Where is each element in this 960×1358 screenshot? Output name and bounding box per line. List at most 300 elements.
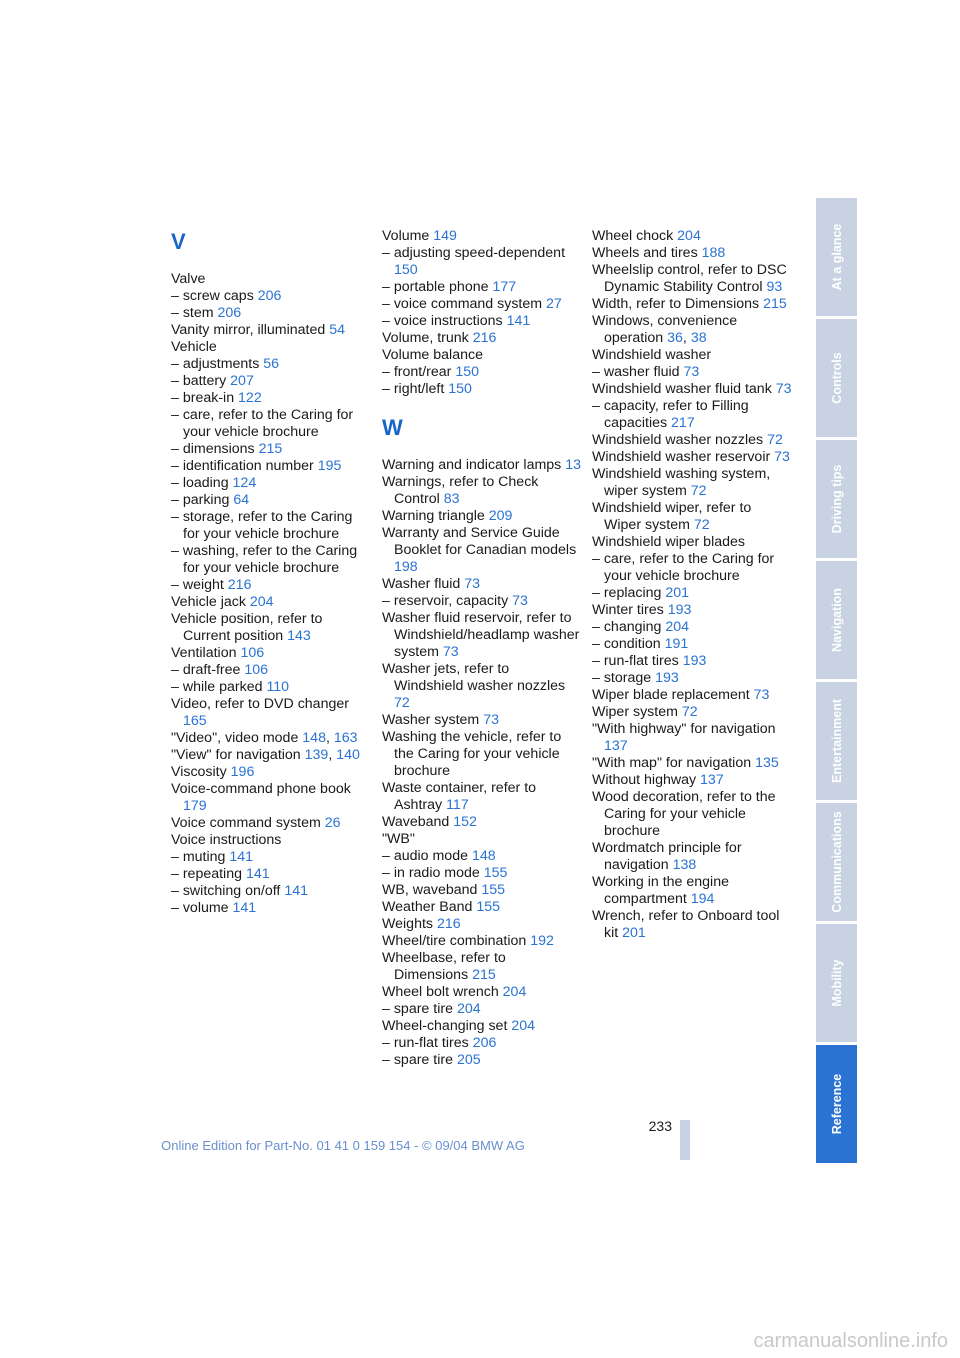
chapter-tab-label: Driving tips bbox=[829, 464, 844, 534]
entry-text: – run-flat tires bbox=[382, 1035, 469, 1051]
entry-text: – voice instructions bbox=[382, 313, 503, 329]
entry-text: Washer fluid bbox=[382, 576, 461, 592]
page-link[interactable]: 73 bbox=[775, 381, 792, 397]
page-link[interactable]: 139 bbox=[304, 747, 329, 763]
index-entry bbox=[382, 576, 582, 593]
index-entry bbox=[592, 619, 792, 636]
entry-text: Volume balance bbox=[382, 347, 483, 363]
page-link[interactable]: 150 bbox=[448, 381, 472, 397]
entry-text: "With highway" for navigation bbox=[592, 721, 776, 737]
index-entry bbox=[382, 1035, 582, 1052]
page-link[interactable]: 195 bbox=[317, 458, 342, 474]
index-entry bbox=[171, 373, 371, 390]
index-entry bbox=[382, 381, 582, 398]
index-entry bbox=[592, 551, 792, 585]
page-link[interactable]: 196 bbox=[230, 764, 255, 780]
page-link[interactable]: 177 bbox=[492, 279, 517, 295]
chapter-tab-label: Controls bbox=[829, 352, 844, 404]
entry-text: Wiper system bbox=[592, 704, 678, 720]
page-link[interactable]: 194 bbox=[690, 891, 715, 907]
page-link[interactable]: 64 bbox=[233, 492, 250, 508]
index-entry bbox=[592, 534, 792, 551]
index-entry bbox=[592, 381, 792, 398]
entry-text: Wood decoration, refer to the Caring for your vehicle brochure bbox=[592, 789, 776, 839]
page-link[interactable]: 137 bbox=[604, 738, 628, 754]
index-entry bbox=[171, 407, 371, 441]
chapter-tab-label: Communications bbox=[829, 811, 844, 913]
index-entry bbox=[171, 441, 371, 458]
index-column-3 bbox=[592, 228, 792, 942]
index-entry bbox=[382, 245, 582, 279]
index-entry bbox=[382, 296, 582, 313]
page-link[interactable]: 155 bbox=[476, 899, 501, 915]
index-column-1 bbox=[171, 228, 371, 917]
index-entry bbox=[592, 500, 792, 534]
index-entry bbox=[171, 458, 371, 475]
index-entry bbox=[592, 789, 792, 840]
index-entry bbox=[171, 781, 371, 815]
entry-text: – audio mode bbox=[382, 848, 468, 864]
entry-text: Wheel/tire combination bbox=[382, 933, 527, 949]
page-link[interactable]: 36 bbox=[667, 330, 683, 346]
entry-text: Valve bbox=[171, 271, 206, 287]
watermark: carmanualsonline.info bbox=[753, 1330, 948, 1352]
page-link[interactable]: 141 bbox=[506, 313, 531, 329]
index-entry bbox=[382, 525, 582, 576]
entry-text: Vehicle jack bbox=[171, 594, 246, 610]
entry-text: Warnings, refer to Check Control bbox=[382, 474, 539, 507]
section-letter: W bbox=[382, 415, 403, 440]
chapter-tab-label: Entertainment bbox=[829, 698, 844, 784]
entry-text: Video, refer to DVD changer bbox=[171, 696, 349, 712]
entry-text: – spare tire bbox=[382, 1001, 453, 1017]
index-entry bbox=[171, 271, 371, 288]
index-entry bbox=[171, 764, 371, 781]
entry-text: – care, refer to the Caring for your vehicle brochure bbox=[171, 407, 354, 440]
page-link[interactable]: 206 bbox=[217, 305, 242, 321]
page-link[interactable]: 204 bbox=[511, 1018, 536, 1034]
index-entry bbox=[382, 474, 582, 508]
entry-text: Weather Band bbox=[382, 899, 473, 915]
entry-text: – capacity, refer to Filling capacities bbox=[592, 398, 749, 431]
page-link[interactable]: 141 bbox=[245, 866, 270, 882]
index-entry bbox=[592, 296, 792, 313]
index-entry bbox=[171, 475, 371, 492]
index-entry bbox=[382, 984, 582, 1001]
entry-text: Windshield wiper blades bbox=[592, 534, 745, 550]
entry-text: – replacing bbox=[592, 585, 662, 601]
entry-text: Warning triangle bbox=[382, 508, 485, 524]
index-entry bbox=[592, 262, 792, 296]
entry-text: Wiper blade replacement bbox=[592, 687, 750, 703]
entry-text: – volume bbox=[171, 900, 229, 916]
page-link[interactable]: 201 bbox=[622, 925, 646, 941]
entry-text: Ventilation bbox=[171, 645, 237, 661]
chapter-tab-entertainment[interactable] bbox=[816, 682, 857, 800]
chapter-tab-mobility[interactable] bbox=[816, 924, 857, 1042]
index-entry: Windows, convenience operation 36, 38 bbox=[592, 313, 738, 346]
index-entry bbox=[382, 865, 582, 882]
entry-text: – battery bbox=[171, 373, 227, 389]
entry-text: Vehicle position, refer to Current position bbox=[171, 611, 323, 644]
entry-text: – screw caps bbox=[171, 288, 254, 304]
entry-text: Wrench, refer to Onboard tool kit bbox=[592, 908, 780, 941]
page-link[interactable]: 204 bbox=[249, 594, 274, 610]
index-entry bbox=[592, 449, 792, 466]
entry-text: "WB" bbox=[382, 831, 415, 847]
index-entry bbox=[382, 508, 582, 525]
index-entry bbox=[592, 636, 792, 653]
page-link[interactable]: 72 bbox=[693, 517, 710, 533]
index-entry bbox=[171, 594, 371, 611]
page-link[interactable]: 204 bbox=[502, 984, 527, 1000]
index-entry bbox=[592, 840, 792, 874]
entry-text: – dimensions bbox=[171, 441, 255, 457]
chapter-tab-label: Navigation bbox=[829, 588, 844, 652]
page-link[interactable]: 83 bbox=[443, 491, 460, 507]
index-entry bbox=[382, 364, 582, 381]
index-entry bbox=[382, 457, 582, 474]
index-entry bbox=[592, 908, 792, 942]
page-link[interactable]: 149 bbox=[433, 228, 457, 244]
page-link[interactable]: 73 bbox=[483, 712, 499, 728]
index-entry bbox=[592, 874, 792, 908]
entry-text: – adjusting speed-dependent bbox=[382, 245, 566, 261]
entry-text: Windows, convenience operation bbox=[592, 313, 738, 346]
page-link[interactable]: 155 bbox=[483, 865, 508, 881]
entry-text: – parking bbox=[171, 492, 230, 508]
entry-text: Wordmatch principle for navigation bbox=[592, 840, 742, 873]
entry-text: Windshield wiper, refer to Wiper system bbox=[592, 500, 752, 533]
entry-text: Weights bbox=[382, 916, 433, 932]
entry-text: – in radio mode bbox=[382, 865, 480, 881]
page-link[interactable]: 106 bbox=[240, 645, 265, 661]
index-entry bbox=[382, 279, 582, 296]
entry-text: Winter tires bbox=[592, 602, 664, 618]
entry-text: – break-in bbox=[171, 390, 235, 406]
entry-text: Warranty and Service Guide Booklet for Canadian models bbox=[382, 525, 577, 558]
page-link[interactable]: 72 bbox=[690, 483, 707, 499]
index-entry bbox=[382, 899, 582, 916]
index-entry bbox=[382, 1001, 582, 1018]
index-entry bbox=[382, 712, 582, 729]
entry-text: Vehicle bbox=[171, 339, 217, 355]
page-link[interactable]: 191 bbox=[664, 636, 689, 652]
page-link[interactable]: 141 bbox=[232, 900, 257, 916]
chapter-tab-controls[interactable] bbox=[816, 319, 857, 437]
page-link[interactable]: 155 bbox=[481, 882, 506, 898]
page-link[interactable]: 54 bbox=[329, 322, 346, 338]
page-link[interactable]: 148 bbox=[302, 730, 326, 746]
page-link[interactable]: 135 bbox=[755, 755, 779, 771]
page-link[interactable]: 124 bbox=[232, 475, 257, 491]
index-entry bbox=[382, 831, 582, 848]
index-entry bbox=[382, 848, 582, 865]
page-link[interactable]: 152 bbox=[453, 814, 477, 830]
entry-text: Wheel bolt wrench bbox=[382, 984, 499, 1000]
page-link[interactable]: 73 bbox=[774, 449, 790, 465]
entry-text: – weight bbox=[171, 577, 224, 593]
index-entry bbox=[382, 610, 582, 661]
index-entry bbox=[592, 755, 792, 772]
index-entry bbox=[171, 288, 371, 305]
entry-text: Warning and indicator lamps bbox=[382, 457, 562, 473]
index-entry bbox=[592, 398, 792, 432]
index-entry bbox=[592, 228, 792, 245]
page-link[interactable]: 206 bbox=[472, 1035, 497, 1051]
page-link[interactable]: 141 bbox=[229, 849, 254, 865]
entry-text: Volume bbox=[382, 228, 430, 244]
entry-text: "View" for navigation bbox=[171, 747, 301, 763]
entry-text: Wheel-changing set bbox=[382, 1018, 508, 1034]
page-link[interactable]: 209 bbox=[488, 508, 513, 524]
entry-text: – draft-free bbox=[171, 662, 241, 678]
page-link[interactable]: 93 bbox=[766, 279, 783, 295]
page-link[interactable]: 72 bbox=[394, 695, 410, 711]
index-entry bbox=[171, 339, 371, 356]
chapter-tab-label: Mobility bbox=[829, 959, 844, 1007]
entry-text: "With map" for navigation bbox=[592, 755, 752, 771]
index-entry bbox=[592, 653, 792, 670]
index-entry bbox=[171, 509, 371, 543]
page-link[interactable]: 73 bbox=[464, 576, 481, 592]
index-entry bbox=[592, 721, 792, 755]
index-entry bbox=[592, 687, 792, 704]
page-link[interactable]: 73 bbox=[683, 364, 700, 380]
entry-text: – spare tire bbox=[382, 1052, 453, 1068]
page-link[interactable]: 215 bbox=[472, 967, 496, 983]
entry-text: – run-flat tires bbox=[592, 653, 679, 669]
page-link[interactable]: 117 bbox=[446, 797, 469, 813]
page-link[interactable]: 163 bbox=[333, 730, 358, 746]
index-entry bbox=[592, 364, 792, 381]
index-entry bbox=[171, 305, 371, 322]
entry-text: – care, refer to the Caring for your vehicle brochure bbox=[592, 551, 775, 584]
page-link[interactable]: 73 bbox=[512, 593, 528, 609]
entry-text: Voice instructions bbox=[171, 832, 282, 848]
entry-text: – storage, refer to the Caring for your vehicle brochure bbox=[171, 509, 353, 542]
entry-text: Volume, trunk bbox=[382, 330, 469, 346]
page-link[interactable]: 205 bbox=[456, 1052, 481, 1068]
index-entry bbox=[171, 849, 371, 866]
index-entry bbox=[171, 611, 371, 645]
chapter-tab-at-a-glance[interactable] bbox=[816, 198, 857, 316]
section-letter: V bbox=[171, 229, 186, 254]
index-entry: "Video", video mode 148, 163 bbox=[171, 730, 358, 746]
page-link[interactable]: 179 bbox=[183, 798, 207, 814]
page-link[interactable]: 27 bbox=[546, 296, 562, 312]
footer bbox=[0, 1138, 960, 1153]
page-link[interactable]: 204 bbox=[665, 619, 690, 635]
page-link[interactable]: 198 bbox=[394, 559, 418, 575]
index-entry bbox=[382, 1018, 582, 1035]
index-entry bbox=[171, 696, 371, 730]
index-entry bbox=[592, 602, 792, 619]
page-link[interactable]: 140 bbox=[336, 747, 360, 763]
index-entry bbox=[592, 466, 792, 500]
page-link[interactable]: 150 bbox=[394, 262, 418, 278]
entry-text: – condition bbox=[592, 636, 661, 652]
entry-text: Without highway bbox=[592, 772, 697, 788]
entry-text: Windshield washer nozzles bbox=[592, 432, 764, 448]
page-link[interactable]: 193 bbox=[682, 653, 707, 669]
index-entry bbox=[171, 900, 371, 917]
page-link[interactable]: 26 bbox=[324, 815, 341, 831]
page-link[interactable]: 110 bbox=[266, 679, 290, 695]
page-link[interactable]: 201 bbox=[665, 585, 690, 601]
entry-text: Working in the engine compartment bbox=[592, 874, 729, 907]
page-link[interactable]: 165 bbox=[183, 713, 207, 729]
entry-text: Windshield washer bbox=[592, 347, 712, 363]
index-entry bbox=[382, 593, 582, 610]
entry-text: Viscosity bbox=[171, 764, 227, 780]
index-entry: "View" for navigation 139, 140 bbox=[171, 747, 360, 763]
page-link[interactable]: 73 bbox=[442, 644, 459, 660]
index-entry bbox=[382, 1052, 582, 1069]
entry-text: "Video", video mode bbox=[171, 730, 299, 746]
entry-text: – front/rear bbox=[382, 364, 452, 380]
entry-text: Washer system bbox=[382, 712, 480, 728]
index-entry bbox=[171, 356, 371, 373]
index-column-2 bbox=[382, 228, 582, 1069]
index-entry bbox=[171, 492, 371, 509]
index-entry bbox=[592, 432, 792, 449]
index-entry bbox=[592, 347, 792, 364]
index-entry bbox=[171, 577, 371, 594]
entry-text: – voice command system bbox=[382, 296, 543, 312]
index-entry bbox=[171, 815, 371, 832]
index-entry bbox=[171, 883, 371, 900]
page-link[interactable]: 106 bbox=[244, 662, 269, 678]
entry-text: Wheel chock bbox=[592, 228, 674, 244]
index-entry bbox=[171, 322, 371, 339]
index-entry bbox=[382, 916, 582, 933]
chapter-tab-navigation[interactable] bbox=[816, 561, 857, 679]
page-link[interactable]: 38 bbox=[690, 330, 707, 346]
entry-text: Width, refer to Dimensions bbox=[592, 296, 760, 312]
index-entry bbox=[171, 645, 371, 662]
entry-text: Wheels and tires bbox=[592, 245, 698, 261]
index-entry bbox=[382, 780, 582, 814]
page-link[interactable]: 122 bbox=[238, 390, 262, 406]
chapter-tab-label: Reference bbox=[829, 1073, 844, 1135]
index-entry bbox=[382, 330, 582, 347]
page-number: 233 bbox=[648, 1118, 672, 1134]
entry-text: – changing bbox=[592, 619, 662, 635]
page-link[interactable]: 193 bbox=[655, 670, 679, 686]
index-entry bbox=[382, 814, 582, 831]
page-link[interactable]: 206 bbox=[257, 288, 282, 304]
index-entry bbox=[382, 950, 582, 984]
page-link[interactable]: 143 bbox=[287, 628, 311, 644]
entry-text: Voice command system bbox=[171, 815, 321, 831]
entry-text: Waveband bbox=[382, 814, 450, 830]
entry-text: Waste container, refer to Ashtray bbox=[382, 780, 537, 813]
entry-text: – washing, refer to the Caring for your vehicle brochure bbox=[171, 543, 358, 576]
page-link[interactable]: 204 bbox=[456, 1001, 481, 1017]
index-entry bbox=[592, 772, 792, 789]
page-link[interactable]: 13 bbox=[565, 457, 582, 473]
entry-text: Windshield washing system, wiper system bbox=[592, 466, 771, 499]
entry-text: Windshield washer reservoir bbox=[592, 449, 771, 465]
page-link[interactable]: 216 bbox=[436, 916, 461, 932]
index-entry bbox=[382, 729, 582, 780]
page-link[interactable]: 137 bbox=[700, 772, 724, 788]
entry-text: – right/left bbox=[382, 381, 445, 397]
page-link[interactable]: 204 bbox=[677, 228, 701, 244]
index-entry bbox=[171, 866, 371, 883]
page-link[interactable]: 217 bbox=[671, 415, 695, 431]
page-link[interactable]: 73 bbox=[753, 687, 770, 703]
entry-text: – washer fluid bbox=[592, 364, 680, 380]
index-entry bbox=[382, 347, 582, 364]
index-entry bbox=[171, 543, 371, 577]
page-link[interactable]: 141 bbox=[284, 883, 308, 899]
entry-text: Washer fluid reservoir, refer to Windshield/headlamp washer system bbox=[382, 610, 580, 660]
entry-text: – adjustments bbox=[171, 356, 260, 372]
index-entry bbox=[171, 679, 371, 696]
page-link[interactable]: 138 bbox=[672, 857, 697, 873]
index-entry bbox=[171, 390, 371, 407]
index-entry bbox=[382, 933, 582, 950]
page-link[interactable]: 215 bbox=[258, 441, 283, 457]
chapter-tab-communications[interactable] bbox=[816, 803, 857, 921]
page-link[interactable]: 72 bbox=[767, 432, 783, 448]
index-entry bbox=[592, 245, 792, 262]
page-link[interactable]: 215 bbox=[763, 296, 787, 312]
entry-text: – portable phone bbox=[382, 279, 489, 295]
page-link[interactable]: 192 bbox=[530, 933, 554, 949]
entry-text: WB, waveband bbox=[382, 882, 478, 898]
entry-text: Voice-command phone book bbox=[171, 781, 351, 797]
chapter-tab-label: At a glance bbox=[829, 223, 844, 291]
entry-text: – muting bbox=[171, 849, 226, 865]
chapter-tab-driving-tips[interactable] bbox=[816, 440, 857, 558]
entry-text: – loading bbox=[171, 475, 229, 491]
index-entry bbox=[382, 228, 582, 245]
entry-text: – repeating bbox=[171, 866, 242, 882]
page-link[interactable]: 188 bbox=[701, 245, 726, 261]
entry-text: – identification number bbox=[171, 458, 314, 474]
entry-text: Washer jets, refer to Windshield washer nozzles bbox=[382, 661, 566, 694]
page-link[interactable]: 216 bbox=[227, 577, 252, 593]
entry-text: – reservoir, capacity bbox=[382, 593, 509, 609]
page-link[interactable]: 150 bbox=[455, 364, 480, 380]
index-entry bbox=[592, 670, 792, 687]
index-entry bbox=[592, 704, 792, 721]
index-entry bbox=[592, 585, 792, 602]
index-entry bbox=[382, 661, 582, 712]
page-link[interactable]: 193 bbox=[667, 602, 692, 618]
entry-text: – storage bbox=[592, 670, 652, 686]
index-entry bbox=[382, 882, 582, 899]
entry-text: Vanity mirror, illuminated bbox=[171, 322, 326, 338]
chapter-tabs bbox=[816, 198, 857, 1166]
index-entry bbox=[171, 832, 371, 849]
page-link[interactable]: 56 bbox=[263, 356, 280, 372]
entry-text: Washing the vehicle, refer to the Caring for your vehicle brochure bbox=[382, 729, 562, 779]
page-link[interactable]: 72 bbox=[681, 704, 698, 720]
entry-text: – stem bbox=[171, 305, 214, 321]
entry-text: Wheelslip control, refer to DSC Dynamic Stability Control bbox=[592, 262, 787, 295]
footer-text: Online Edition for Part-No. 01 41 0 159 154 - © 09/04 BMW AG bbox=[161, 1138, 525, 1153]
page-link[interactable]: 148 bbox=[471, 848, 496, 864]
entry-text: – switching on/off bbox=[171, 883, 281, 899]
page-link[interactable]: 216 bbox=[472, 330, 497, 346]
index-entry bbox=[171, 662, 371, 679]
index-entry bbox=[382, 313, 582, 330]
page-link[interactable]: 207 bbox=[230, 373, 254, 389]
